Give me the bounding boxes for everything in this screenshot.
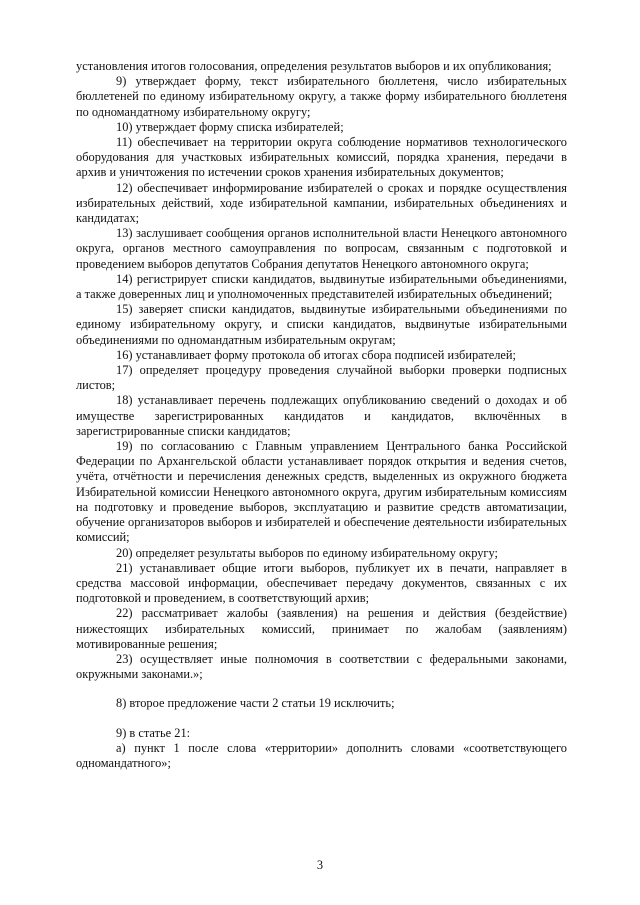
paragraph-item-19: 19) по согласованию с Главным управлением Центрального банка Российской Федерации по Архангельской области устанавливает порядок открытия и ведения счетов, учёта, отчётности и перечисления денежных средств, выделенных из окружного бюджета Избирательной комиссии Ненецкого автономного округа, другим избирательным комиссиям на подготовку и проведение выборов, эксплуатацию и развитие средств автоматизации, обучение организаторов выборов и избирателей и обеспечение деятельности избирательных комиссий; <box>76 439 567 545</box>
amendment-subitem-a: а) пункт 1 после слова «территории» дополнить словами «соответствующего одномандатного»; <box>76 740 567 770</box>
amendment-item-9: 9) в статье 21: <box>116 725 191 740</box>
paragraph-item-12: 12) обеспечивает информирование избирателей о сроках и порядке осуществления избирательных действий, ходе избирательной кампании, избирательных объединениях и кандидатах; <box>76 180 567 226</box>
paragraph-item-13: 13) заслушивает сообщения органов исполнительной власти Ненецкого автономного округа, органов местного самоуправления по вопросам, связанным с подготовкой и проведением выборов депутатов Собрания депутатов Ненецкого автономного округа; <box>76 226 567 271</box>
document-body <box>76 59 567 771</box>
paragraph-item-17: 17) определяет процедуру проведения случайной выборки проверки подписных листов; <box>76 363 567 393</box>
paragraph-item-18: 18) устанавливает перечень подлежащих опубликованию сведений о доходах и об имуществе зарегистрированных кандидатов и кандидатов, включённых в зарегистрированные списки кандидатов; <box>76 393 567 438</box>
paragraph-item-16: 16) устанавливает форму протокола об итогах сбора подписей избирателей; <box>116 347 516 362</box>
paragraph-continuation: установления итогов голосования, определения результатов выборов и их опубликования; <box>76 59 552 73</box>
page-number: 3 <box>316 858 324 872</box>
amendment-item-8: 8) второе предложение части 2 статьи 19 исключить; <box>116 696 395 711</box>
paragraph-item-20: 20) определяет результаты выборов по единому избирательному округу; <box>116 545 498 560</box>
paragraph-item-15: 15) заверяет списки кандидатов, выдвинутые избирательными объединениями по единому избирательному округу, и списки кандидатов, выдвинутые избирательными объединениями по одномандатным избирательным округам; <box>76 302 567 347</box>
paragraph-item-23: 23) осуществляет иные полномочия в соответствии с федеральными законами, окружными законами.»; <box>76 651 567 682</box>
paragraph-item-11: 11) обеспечивает на территории округа соблюдение нормативов технологического оборудования для участковых избирательных комиссий, порядка хранения, передачи в архив и уничтожения по истечении сроков хранения избирательных документов; <box>76 135 567 180</box>
paragraph-item-21: 21) устанавливает общие итоги выборов, публикует их в печати, направляет в средства массовой информации, обеспечивает передачу документов, связанных с их подготовкой и проведением, в соответствующий архив; <box>76 560 567 606</box>
paragraph-item-10: 10) утверждает форму списка избирателей; <box>116 119 344 134</box>
paragraph-item-9: 9) утверждает форму, текст избирательного бюллетеня, число избирательных бюллетеней по единому избирательному округу, а также форму избирательного бюллетеня по одномандатному избирательному округу; <box>76 74 567 119</box>
paragraph-item-22: 22) рассматривает жалобы (заявления) на решения и действия (бездействие) нижестоящих избирательных комиссий, принимает по жалобам (заявлениям) мотивированные решения; <box>76 606 567 651</box>
paragraph-item-14: 14) регистрирует списки кандидатов, выдвинутые избирательными объединениями, а также доверенных лиц и уполномоченных представителей избирательных объединений; <box>76 271 567 302</box>
